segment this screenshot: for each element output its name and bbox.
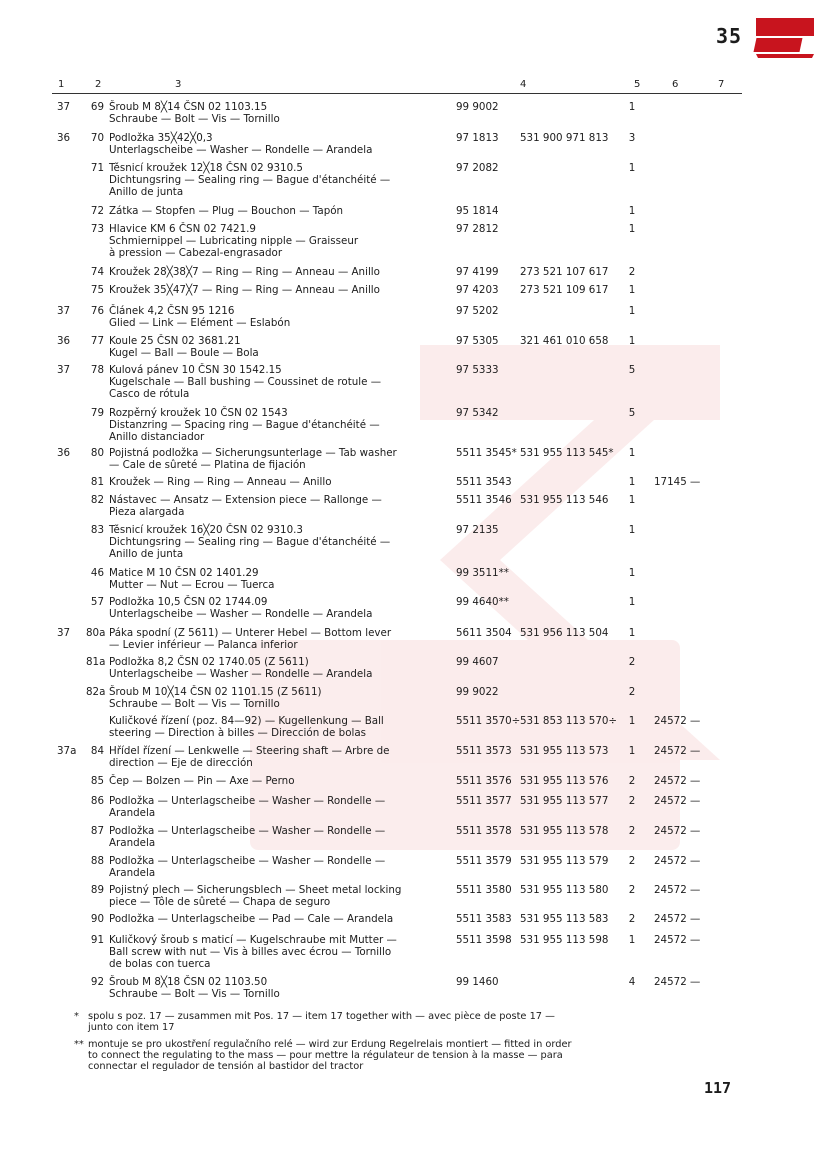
column-header-6: 6 (672, 79, 679, 90)
position-number-cell: 86 (90, 795, 104, 807)
quantity-cell: 1 (628, 745, 636, 757)
quantity-cell: 4 (628, 976, 636, 988)
position-number-cell: 73 (90, 223, 104, 235)
part-number-cell: 97 2135 (456, 524, 499, 536)
quantity-cell: 1 (628, 524, 636, 536)
quantity-cell: 1 (628, 447, 636, 459)
description-cell: Těsnicí kroužek 12╳18 ČSN 02 9310.5 Dichtungsring — Sealing ring — Bague d'étanchéité — Anillo de junta (109, 162, 391, 198)
serial-note-cell: 24572 — (654, 855, 701, 867)
part-number-cell: 5511 3580 (456, 884, 512, 896)
part-number-cell: 97 4203 (456, 284, 499, 296)
alt-part-number-cell: 531 955 113 583 (520, 913, 609, 925)
quantity-cell: 1 (628, 494, 636, 506)
alt-part-number-cell: 531 900 971 813 (520, 132, 609, 144)
position-number-cell: 89 (90, 884, 104, 896)
position-number-cell: 80a (86, 627, 106, 639)
serial-note-cell: 24572 — (654, 934, 701, 946)
position-number-cell: 81a (86, 656, 106, 668)
quantity-cell: 3 (628, 132, 636, 144)
position-number-cell: 83 (90, 524, 104, 536)
part-number-cell: 97 2812 (456, 223, 499, 235)
description-cell: Pojistný plech — Sicherungsblech — Sheet metal locking piece — Tôle de sûreté — Chapa de seguro (109, 884, 402, 908)
serial-note-cell: 24572 — (654, 825, 701, 837)
column-header-3: 3 (175, 79, 182, 90)
serial-note-cell: 17145 — (654, 476, 701, 488)
header-rule (52, 93, 742, 94)
position-number-cell: 78 (90, 364, 104, 376)
position-number-cell: 84 (90, 745, 104, 757)
part-number-cell: 5511 3576 (456, 775, 512, 787)
description-cell: Podložka 10,5 ČSN 02 1744.09 Unterlagscheibe — Washer — Rondelle — Arandela (109, 596, 373, 620)
description-cell: Zátka — Stopfen — Plug — Bouchon — Tapón (109, 205, 344, 217)
part-number-cell: 99 1460 (456, 976, 499, 988)
alt-part-number-cell: 531 955 113 576 (520, 775, 609, 787)
figure-number-cell: 37a (57, 745, 77, 757)
position-number-cell: 81 (90, 476, 104, 488)
quantity-cell: 2 (628, 884, 636, 896)
footnote-text: spolu s poz. 17 — zusammen mit Pos. 17 — item 17 together with — avec pièce de poste 17 — junto con item 17 (88, 1011, 555, 1033)
alt-part-number-cell: 531 955 113 578 (520, 825, 609, 837)
part-number-cell: 97 5342 (456, 407, 499, 419)
page-number-top: 35 (716, 24, 743, 48)
figure-number-cell: 36 (57, 132, 71, 144)
part-number-cell: 95 1814 (456, 205, 499, 217)
position-number-cell: 92 (90, 976, 104, 988)
alt-part-number-cell: 531 955 113 577 (520, 795, 609, 807)
description-cell: Podložka — Unterlagscheibe — Washer — Rondelle — Arandela (109, 795, 386, 819)
part-number-cell: 99 9002 (456, 101, 499, 113)
quantity-cell: 1 (628, 567, 636, 579)
description-cell: Rozpěrný kroužek 10 ČSN 02 1543 Distanzring — Spacing ring — Bague d'étanchéité — Anillo distanciador (109, 407, 380, 443)
part-number-cell: 5511 3577 (456, 795, 512, 807)
description-cell: Podložka — Unterlagscheibe — Washer — Rondelle — Arandela (109, 855, 386, 879)
position-number-cell: 75 (90, 284, 104, 296)
quantity-cell: 2 (628, 775, 636, 787)
column-header-1: 1 (58, 79, 65, 90)
alt-part-number-cell: 273 521 109 617 (520, 284, 609, 296)
part-number-cell: 5511 3570÷ (456, 715, 521, 727)
position-number-cell: 76 (90, 305, 104, 317)
description-cell: Šroub M 8╳14 ČSN 02 1103.15 Schraube — Bolt — Vis — Tornillo (109, 101, 280, 125)
part-number-cell: 5511 3543 (456, 476, 512, 488)
quantity-cell: 1 (628, 284, 636, 296)
description-cell: Podložka — Unterlagscheibe — Washer — Rondelle — Arandela (109, 825, 386, 849)
description-cell: Matice M 10 ČSN 02 1401.29 Mutter — Nut — Ecrou — Tuerca (109, 567, 275, 591)
footnote-mark: ** (74, 1039, 84, 1050)
kubik-zetor-logo (752, 12, 818, 62)
part-number-cell: 99 9022 (456, 686, 499, 698)
figure-number-cell: 37 (57, 305, 71, 317)
quantity-cell: 1 (628, 715, 636, 727)
quantity-cell: 1 (628, 162, 636, 174)
position-number-cell: 88 (90, 855, 104, 867)
description-cell: Nástavec — Ansatz — Extension piece — Rallonge — Pieza alargada (109, 494, 382, 518)
part-number-cell: 99 3511** (456, 567, 509, 579)
position-number-cell: 77 (90, 335, 104, 347)
column-header-2: 2 (95, 79, 102, 90)
quantity-cell: 1 (628, 101, 636, 113)
alt-part-number-cell: 531 955 113 545* (520, 447, 614, 459)
figure-number-cell: 37 (57, 627, 71, 639)
quantity-cell: 2 (628, 855, 636, 867)
part-number-cell: 5511 3579 (456, 855, 512, 867)
part-number-cell: 5511 3578 (456, 825, 512, 837)
alt-part-number-cell: 531 955 113 579 (520, 855, 609, 867)
serial-note-cell: 24572 — (654, 976, 701, 988)
quantity-cell: 2 (628, 656, 636, 668)
part-number-cell: 97 5305 (456, 335, 499, 347)
position-number-cell: 71 (90, 162, 104, 174)
serial-note-cell: 24572 — (654, 884, 701, 896)
description-cell: Článek 4,2 ČSN 95 1216 Glied — Link — Elément — Eslabón (109, 305, 291, 329)
serial-note-cell: 24572 — (654, 775, 701, 787)
part-number-cell: 5511 3545* (456, 447, 517, 459)
part-number-cell: 99 4640** (456, 596, 509, 608)
position-number-cell: 91 (90, 934, 104, 946)
serial-note-cell: 24572 — (654, 715, 701, 727)
quantity-cell: 1 (628, 627, 636, 639)
position-number-cell: 57 (90, 596, 104, 608)
quantity-cell: 2 (628, 266, 636, 278)
description-cell: Kroužek 28╳38╳7 — Ring — Ring — Anneau — Anillo (109, 266, 380, 278)
part-number-cell: 99 4607 (456, 656, 499, 668)
quantity-cell: 1 (628, 596, 636, 608)
page-number-bottom: 117 (704, 1079, 732, 1097)
column-header-4: 4 (520, 79, 527, 90)
description-cell: Podložka — Unterlagscheibe — Pad — Cale — Arandela (109, 913, 394, 925)
description-cell: Těsnicí kroužek 16╳20 ČSN 02 9310.3 Dichtungsring — Sealing ring — Bague d'étanchéité — Anillo de junta (109, 524, 391, 560)
description-cell: Kroužek 35╳47╳7 — Ring — Ring — Anneau — Anillo (109, 284, 380, 296)
quantity-cell: 1 (628, 934, 636, 946)
figure-number-cell: 36 (57, 447, 71, 459)
alt-part-number-cell: 531 956 113 504 (520, 627, 609, 639)
quantity-cell: 2 (628, 825, 636, 837)
position-number-cell: 72 (90, 205, 104, 217)
position-number-cell: 46 (90, 567, 104, 579)
figure-number-cell: 37 (57, 364, 71, 376)
description-cell: Čep — Bolzen — Pin — Axe — Perno (109, 775, 295, 787)
part-number-cell: 5611 3504 (456, 627, 512, 639)
description-cell: Kuličkové řízení (poz. 84—92) — Kugellenkung — Ball steering — Direction à billes — Dirección de bolas (109, 715, 384, 739)
alt-part-number-cell: 531 955 113 598 (520, 934, 609, 946)
description-cell: Kroužek — Ring — Ring — Anneau — Anillo (109, 476, 332, 488)
quantity-cell: 5 (628, 364, 636, 376)
position-number-cell: 82a (86, 686, 106, 698)
serial-note-cell: 24572 — (654, 795, 701, 807)
position-number-cell: 70 (90, 132, 104, 144)
position-number-cell: 87 (90, 825, 104, 837)
quantity-cell: 2 (628, 795, 636, 807)
serial-note-cell: 24572 — (654, 745, 701, 757)
quantity-cell: 1 (628, 223, 636, 235)
description-cell: Kulová pánev 10 ČSN 30 1542.15 Kugelschale — Ball bushing — Coussinet de rotule — Casco de rótula (109, 364, 382, 400)
quantity-cell: 5 (628, 407, 636, 419)
alt-part-number-cell: 321 461 010 658 (520, 335, 609, 347)
part-number-cell: 5511 3573 (456, 745, 512, 757)
position-number-cell: 74 (90, 266, 104, 278)
footnote-mark: * (74, 1011, 79, 1022)
alt-part-number-cell: 531 955 113 573 (520, 745, 609, 757)
description-cell: Šroub M 10╳14 ČSN 02 1101.15 (Z 5611) Schraube — Bolt — Vis — Tornillo (109, 686, 322, 710)
description-cell: Pojistná podložka — Sicherungsunterlage — Tab washer — Cale de sûreté — Platina de fijación (109, 447, 397, 471)
position-number-cell: 80 (90, 447, 104, 459)
footnote-text: montuje se pro ukostření regulačního relé — wird zur Erdung Regelrelais montiert — fitted in order to connect the regulating to the mass — pour mettre la régulateur de tension à la masse — para connectar el regulador de tensión al bastidor del tractor (88, 1039, 572, 1072)
alt-part-number-cell: 531 955 113 546 (520, 494, 609, 506)
description-cell: Hřídel řízení — Lenkwelle — Steering shaft — Arbre de direction — Eje de dirección (109, 745, 390, 769)
part-number-cell: 5511 3598 (456, 934, 512, 946)
part-number-cell: 97 4199 (456, 266, 499, 278)
alt-part-number-cell: 531 955 113 580 (520, 884, 609, 896)
description-cell: Hlavice KM 6 ČSN 02 7421.9 Schmiernippel — Lubricating nipple — Graisseur à pression — Cabezal-engrasador (109, 223, 359, 259)
position-number-cell: 79 (90, 407, 104, 419)
part-number-cell: 5511 3583 (456, 913, 512, 925)
part-number-cell: 97 5333 (456, 364, 499, 376)
alt-part-number-cell: 273 521 107 617 (520, 266, 609, 278)
part-number-cell: 5511 3546 (456, 494, 512, 506)
position-number-cell: 82 (90, 494, 104, 506)
quantity-cell: 1 (628, 335, 636, 347)
description-cell: Páka spodní (Z 5611) — Unterer Hebel — Bottom lever — Levier inférieur — Palanca inferior (109, 627, 392, 651)
description-cell: Podložka 35╳42╳0,3 Unterlagscheibe — Washer — Rondelle — Arandela (109, 132, 373, 156)
serial-note-cell: 24572 — (654, 913, 701, 925)
description-cell: Podložka 8,2 ČSN 02 1740.05 (Z 5611) Unterlagscheibe — Washer — Rondelle — Arandela (109, 656, 373, 680)
part-number-cell: 97 2082 (456, 162, 499, 174)
position-number-cell: 90 (90, 913, 104, 925)
description-cell: Koule 25 ČSN 02 3681.21 Kugel — Ball — Boule — Bola (109, 335, 259, 359)
position-number-cell: 69 (90, 101, 104, 113)
part-number-cell: 97 1813 (456, 132, 499, 144)
figure-number-cell: 37 (57, 101, 71, 113)
column-header-7: 7 (718, 79, 725, 90)
quantity-cell: 2 (628, 913, 636, 925)
quantity-cell: 1 (628, 305, 636, 317)
position-number-cell: 85 (90, 775, 104, 787)
description-cell: Kuličkový šroub s maticí — Kugelschraube mit Mutter — Ball screw with nut — Vis à billes avec écrou — Tornillo de bolas con tuerca (109, 934, 397, 970)
quantity-cell: 2 (628, 686, 636, 698)
quantity-cell: 1 (628, 205, 636, 217)
figure-number-cell: 36 (57, 335, 71, 347)
quantity-cell: 1 (628, 476, 636, 488)
part-number-cell: 97 5202 (456, 305, 499, 317)
column-header-5: 5 (634, 79, 641, 90)
alt-part-number-cell: 531 853 113 570÷ (520, 715, 618, 727)
description-cell: Šroub M 8╳18 ČSN 02 1103.50 Schraube — Bolt — Vis — Tornillo (109, 976, 280, 1000)
